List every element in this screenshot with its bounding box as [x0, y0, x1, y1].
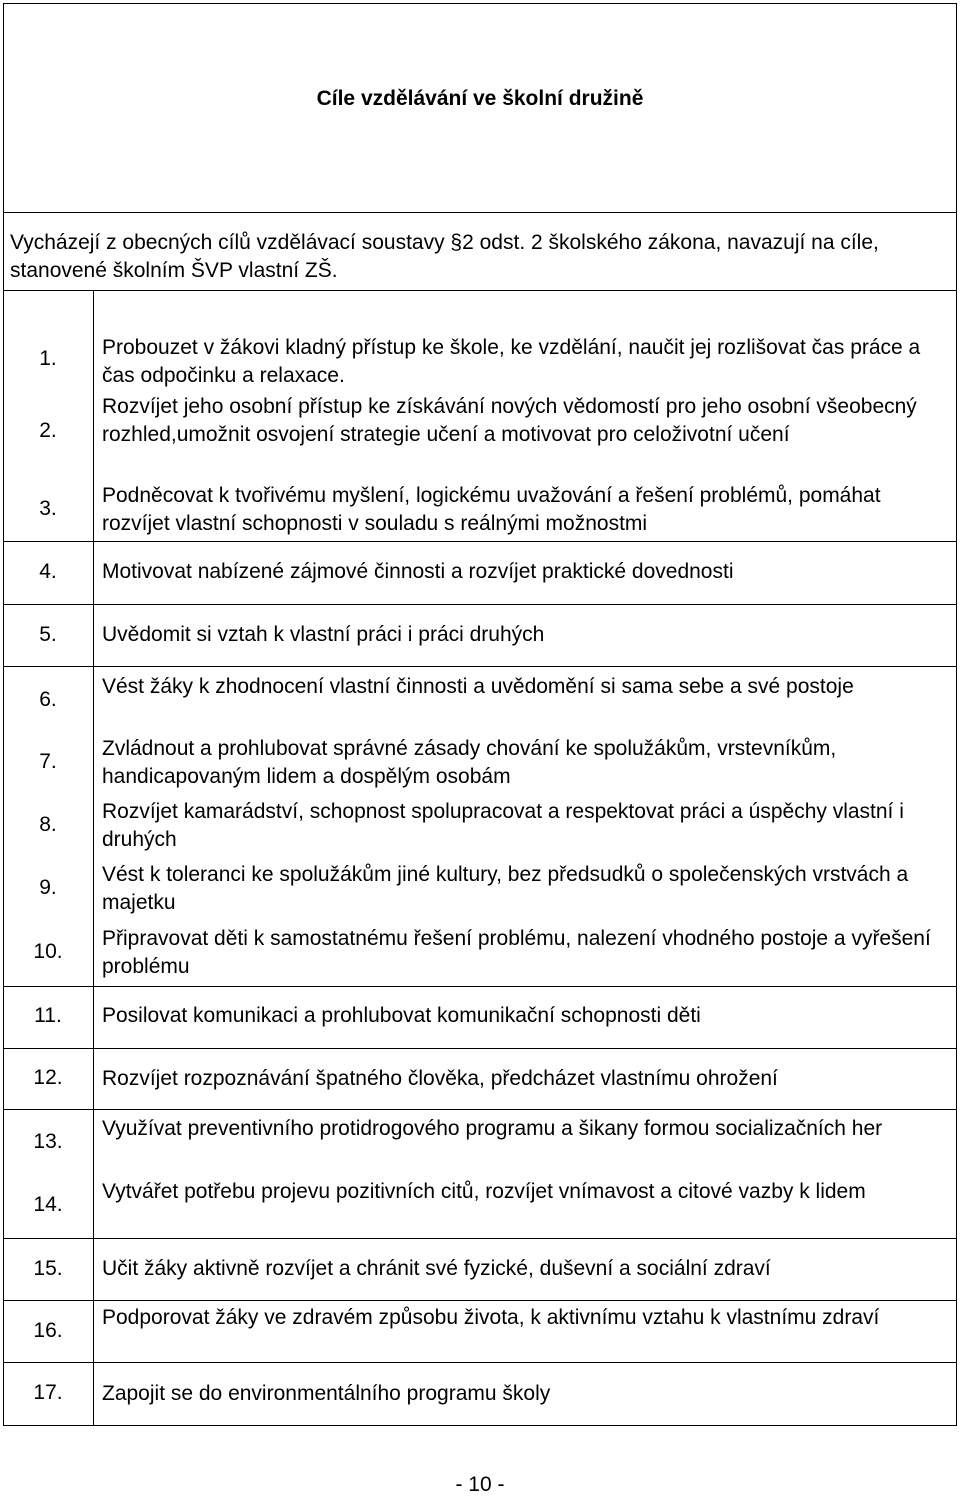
goal-number: 6.	[39, 688, 57, 711]
goal-text: Vést žáky k zhodnocení vlastní činnosti a uvědomění si sama sebe a své postoje	[102, 675, 854, 698]
intro-paragraph: Vycházejí z obecných cílů vzdělávací soustavy §2 odst. 2 školského zákona, navazují na cíle, stanovené školním ŠVP vlastní ZŠ.	[10, 231, 879, 282]
page-number: - 10 -	[455, 1473, 505, 1496]
goal-number: 1.	[39, 347, 57, 370]
row-divider	[3, 290, 957, 291]
goal-number: 8.	[39, 813, 57, 836]
goal-text: Vytvářet potřebu projevu pozitivních citů, rozvíjet vnímavost a citové vazby k lidem	[102, 1180, 866, 1203]
goal-number: 3.	[39, 497, 57, 520]
table-frame	[3, 3, 957, 1426]
row-divider	[3, 1300, 957, 1301]
goal-text: Podporovat žáky ve zdravém způsobu života, k aktivnímu vztahu k vlastnímu zdraví	[102, 1306, 880, 1329]
goal-text: Rozvíjet jeho osobní přístup ke získávání nových vědomostí pro jeho osobní všeobecný rozhled,umožnit osvojení strategie učení a motivovat pro celoživotní učení	[102, 395, 917, 446]
goal-number: 10.	[33, 940, 63, 963]
row-divider	[3, 212, 957, 213]
row-divider	[3, 1238, 957, 1239]
goal-text: Posilovat komunikaci a prohlubovat komunikační schopnosti děti	[102, 1004, 701, 1027]
row-divider	[3, 1109, 957, 1110]
row-divider	[3, 986, 957, 987]
goal-text: Zvládnout a prohlubovat správné zásady chování ke spolužákům, vrstevníkům, handicapovaným lidem a dospělým osobám	[102, 737, 837, 788]
goal-text: Uvědomit si vztah k vlastní práci i práci druhých	[102, 623, 545, 646]
goal-number: 11.	[34, 1004, 62, 1027]
row-divider	[3, 1362, 957, 1363]
goal-number: 4.	[39, 560, 57, 583]
goal-text: Připravovat děti k samostatnému řešení problému, nalezení vhodného postoje a vyřešení problému	[102, 927, 931, 978]
goal-number: 12.	[33, 1066, 63, 1089]
goal-number: 16.	[33, 1319, 63, 1342]
page-title: Cíle vzdělávání ve školní družině	[316, 87, 644, 110]
goal-text: Podněcovat k tvořivému myšlení, logickému uvažování a řešení problémů, pomáhat rozvíjet vlastní schopnosti v souladu s reálnými možnostmi	[102, 484, 881, 535]
goal-number: 17.	[33, 1381, 63, 1404]
goal-number: 9.	[39, 876, 57, 899]
goal-text: Využívat preventivního protidrogového programu a šikany formou socializačních her	[102, 1117, 883, 1140]
goal-number: 15.	[33, 1257, 63, 1280]
goal-text: Rozvíjet kamarádství, schopnost spolupracovat a respektovat práci a úspěchy vlastní i druhých	[102, 800, 904, 851]
goal-text: Zapojit se do environmentálního programu školy	[102, 1382, 551, 1405]
goal-text: Rozvíjet rozpoznávání špatného člověka, předcházet vlastnímu ohrožení	[102, 1067, 778, 1090]
row-divider	[3, 1048, 957, 1049]
goal-text: Učit žáky aktivně rozvíjet a chránit své fyzické, duševní a sociální zdraví	[102, 1257, 771, 1280]
row-divider	[3, 666, 957, 667]
row-divider	[3, 541, 957, 542]
goal-text: Vést k toleranci ke spolužákům jiné kultury, bez předsudků o společenských vrstvách a majetku	[102, 863, 909, 914]
row-divider	[3, 604, 957, 605]
goal-number: 13.	[33, 1130, 63, 1153]
goal-number: 14.	[33, 1193, 63, 1216]
goal-text: Probouzet v žákovi kladný přístup ke škole, ke vzdělání, naučit jej rozlišovat čas práce a čas odpočinku a relaxace.	[102, 336, 921, 387]
goal-number: 7.	[39, 750, 57, 773]
goal-number: 2.	[39, 419, 57, 442]
column-divider	[93, 290, 94, 1426]
goal-number: 5.	[39, 623, 57, 646]
goal-text: Motivovat nabízené zájmové činnosti a rozvíjet praktické dovednosti	[102, 560, 734, 583]
